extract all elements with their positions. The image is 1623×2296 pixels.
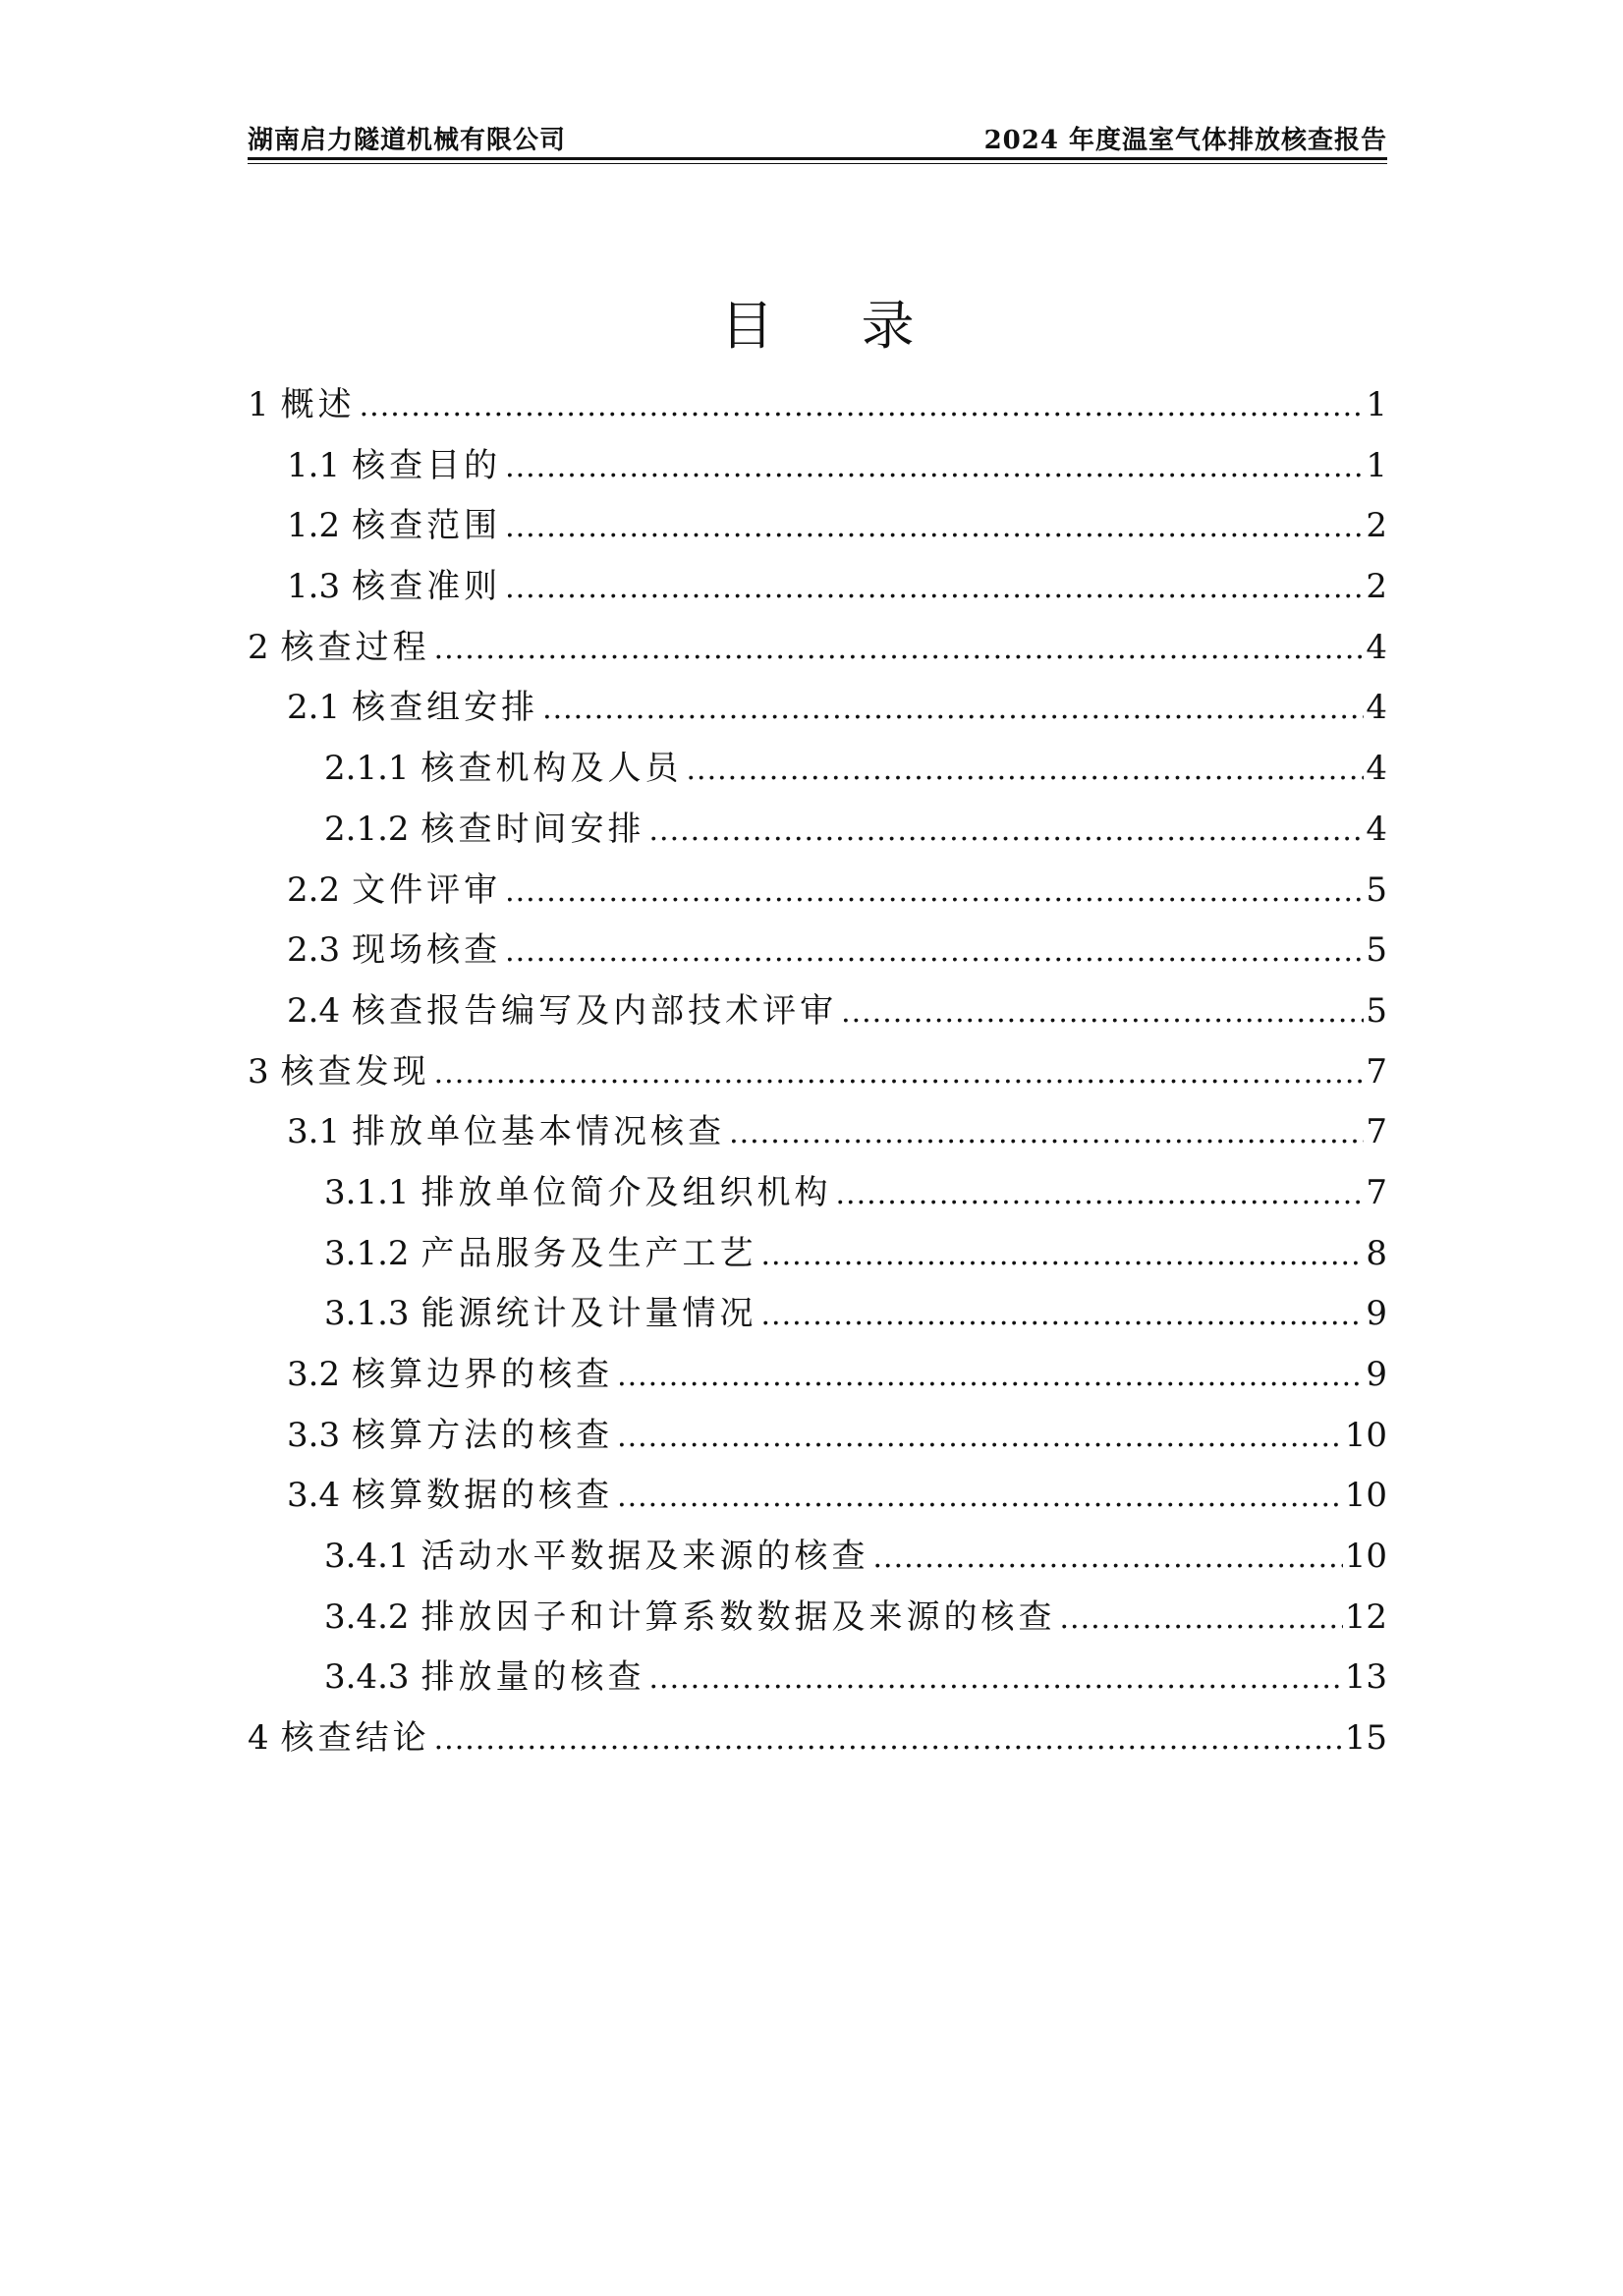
toc-entry-page: 9 (1366, 1294, 1387, 1334)
toc-entry[interactable] (248, 1708, 1387, 1769)
toc-dot-leader (649, 801, 1365, 862)
toc-entry-page: 2 (1366, 506, 1387, 546)
toc-entry-label: 概述 (280, 385, 356, 424)
header-rule-thick (248, 157, 1387, 160)
header-company: 湖南启力隧道机械有限公司 (248, 125, 567, 155)
toc-entry-page: 4 (1366, 627, 1387, 667)
toc-entry-number: 2.4 (287, 990, 341, 1031)
toc-entry-page: 9 (1366, 1355, 1387, 1394)
toc-dot-leader (617, 1467, 1343, 1528)
toc-entry-page: 15 (1344, 1718, 1387, 1759)
toc-entry[interactable] (248, 436, 1387, 497)
toc-entry-number: 2.2 (287, 869, 341, 910)
toc-dot-leader (729, 1103, 1364, 1164)
toc-entry-page: 4 (1366, 749, 1387, 789)
toc-entry-page: 5 (1366, 869, 1387, 910)
toc-entry-label: 能源统计及计量情况 (420, 1294, 757, 1334)
toc-entry[interactable] (248, 1102, 1387, 1163)
toc-entry-number: 2.1 (287, 688, 341, 728)
toc-entry-number: 3.2 (287, 1355, 341, 1394)
toc-entry-label: 现场核查 (352, 930, 502, 971)
toc-entry-number: 2 (248, 627, 269, 667)
toc-entry-number: 3.4.1 (324, 1537, 410, 1577)
toc-dot-leader (360, 376, 1365, 437)
toc-dot-leader (761, 1285, 1365, 1346)
toc-entry-page: 1 (1366, 445, 1387, 485)
toc-dot-leader (434, 1709, 1343, 1770)
toc-entry-number: 3.1 (287, 1112, 341, 1152)
toc-entry-number: 3.1.2 (324, 1233, 410, 1273)
toc-entry-page: 1 (1366, 385, 1387, 424)
toc-entry-label: 核查机构及人员 (420, 749, 683, 789)
toc-entry[interactable] (248, 1345, 1387, 1406)
toc-entry[interactable] (248, 375, 1387, 436)
toc-entry-label: 核算方法的核查 (352, 1415, 614, 1455)
toc-entry-label: 排放单位简介及组织机构 (420, 1172, 832, 1212)
header-report-title: 2024 年度温室气体排放核查报告 (983, 125, 1387, 155)
toc-entry-label: 核查报告编写及内部技术评审 (352, 990, 838, 1031)
page-header (248, 118, 1387, 157)
toc-entry[interactable] (248, 1224, 1387, 1285)
toc-entry[interactable] (248, 739, 1387, 800)
toc-entry[interactable] (248, 800, 1387, 861)
toc-dot-leader (649, 1649, 1343, 1709)
toc-entry[interactable] (248, 1588, 1387, 1649)
toc-entry-number: 3.1.3 (324, 1294, 410, 1334)
toc-entry[interactable] (248, 1648, 1387, 1708)
toc-entry[interactable] (248, 678, 1387, 739)
toc-dot-leader (434, 1043, 1365, 1104)
toc-entry-label: 核查发现 (280, 1051, 430, 1092)
toc-dot-leader (841, 982, 1364, 1043)
toc-entry-label: 排放单位基本情况核查 (352, 1112, 726, 1152)
toc-entry-number: 3.3 (287, 1415, 341, 1455)
toc-dot-leader (617, 1407, 1343, 1468)
toc-entry-page: 7 (1366, 1112, 1387, 1152)
toc-dot-leader (505, 497, 1364, 558)
toc-entry-label: 产品服务及生产工艺 (420, 1233, 757, 1273)
toc-entry-label: 核查结论 (280, 1718, 430, 1759)
toc-entry-label: 文件评审 (352, 869, 502, 910)
toc-entry-number: 1 (248, 385, 269, 424)
toc-entry-label: 核查范围 (352, 506, 502, 546)
toc-dot-leader (542, 679, 1364, 740)
toc-entry-number: 1.1 (287, 445, 341, 485)
toc-entry-label: 核算数据的核查 (352, 1476, 614, 1516)
toc-entry[interactable] (248, 557, 1387, 618)
toc-entry[interactable] (248, 1163, 1387, 1224)
toc-dot-leader (836, 1164, 1365, 1225)
toc-entry[interactable] (248, 921, 1387, 981)
toc-entry-number: 2.3 (287, 930, 341, 971)
toc-dot-leader (687, 740, 1365, 801)
toc-entry-page: 7 (1366, 1051, 1387, 1092)
toc-entry-number: 3.4.3 (324, 1657, 410, 1698)
toc-entry-label: 活动水平数据及来源的核查 (420, 1537, 869, 1577)
toc-entry-page: 5 (1366, 990, 1387, 1031)
toc-entry-label: 核查时间安排 (420, 809, 645, 849)
toc-entry-page: 4 (1366, 809, 1387, 849)
toc-dot-leader (1060, 1589, 1343, 1650)
toc-dot-leader (873, 1528, 1343, 1589)
toc-entry-page: 12 (1344, 1596, 1387, 1637)
toc-entry[interactable] (248, 1466, 1387, 1527)
toc-entry-page: 10 (1344, 1537, 1387, 1577)
header-rule-thin (248, 163, 1387, 164)
toc-entry[interactable] (248, 1527, 1387, 1588)
toc-entry-number: 2.1.1 (324, 749, 410, 789)
toc-entry[interactable] (248, 1284, 1387, 1345)
toc-dot-leader (505, 437, 1364, 498)
toc-dot-leader (505, 922, 1364, 982)
toc-entry[interactable] (248, 618, 1387, 679)
toc-entry-number: 3.4 (287, 1476, 341, 1516)
toc-entry-number: 4 (248, 1718, 269, 1759)
toc-entry-page: 13 (1344, 1657, 1387, 1698)
toc-entry-number: 1.2 (287, 506, 341, 546)
toc-entry-page: 7 (1366, 1172, 1387, 1212)
toc-entry[interactable] (248, 496, 1387, 557)
toc-entry-number: 2.1.2 (324, 809, 410, 849)
toc-entry-page: 10 (1344, 1476, 1387, 1516)
toc-dot-leader (617, 1346, 1364, 1407)
toc-entry[interactable] (248, 1042, 1387, 1103)
toc-entry-number: 3 (248, 1051, 269, 1092)
toc-entry-label: 核查目的 (352, 445, 502, 485)
toc-entry-page: 8 (1366, 1233, 1387, 1273)
toc-entry[interactable] (248, 861, 1387, 922)
table-of-contents (248, 375, 1387, 1769)
toc-title: 目 录 (720, 295, 950, 357)
toc-entry-label: 核查组安排 (352, 688, 539, 728)
toc-entry-label: 排放量的核查 (420, 1657, 645, 1698)
toc-dot-leader (434, 619, 1365, 680)
toc-entry-label: 核算边界的核查 (352, 1355, 614, 1394)
toc-entry-page: 4 (1366, 688, 1387, 728)
toc-entry[interactable] (248, 1406, 1387, 1467)
toc-dot-leader (505, 862, 1364, 923)
toc-entry-page: 5 (1366, 930, 1387, 971)
toc-entry-label: 排放因子和计算系数数据及来源的核查 (420, 1596, 1056, 1637)
toc-entry-label: 核查过程 (280, 627, 430, 667)
toc-entry[interactable] (248, 981, 1387, 1042)
toc-dot-leader (761, 1225, 1365, 1286)
toc-entry-page: 10 (1344, 1415, 1387, 1455)
toc-dot-leader (505, 558, 1364, 619)
toc-entry-label: 核查准则 (352, 567, 502, 607)
toc-entry-number: 1.3 (287, 567, 341, 607)
toc-entry-number: 3.1.1 (324, 1172, 410, 1212)
toc-entry-page: 2 (1366, 567, 1387, 607)
toc-entry-number: 3.4.2 (324, 1596, 410, 1637)
